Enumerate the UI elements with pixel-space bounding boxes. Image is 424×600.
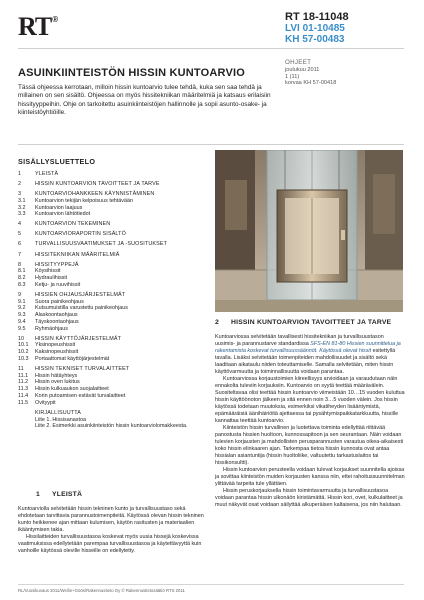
toc-item-text: Ryhmäohjaus <box>35 325 68 332</box>
toc-item-text: Kuntoarvion laajuus <box>35 204 83 211</box>
toc-item <box>18 299 214 306</box>
toc-item-number: 6 <box>18 241 21 248</box>
toc-item <box>18 312 214 319</box>
section-1-body <box>18 506 206 555</box>
toc-item-number: 8 <box>18 261 21 268</box>
toc-item-number: 8.3 <box>18 281 26 288</box>
toc-item-number: 7 <box>18 251 21 258</box>
document-codes <box>285 12 349 45</box>
paragraph-text: Kuntoarviossa selvitetään tavallisesti hissitekniikan ja turvallisuustason uusimis- ja parannustarve standardissa <box>215 334 384 348</box>
toc-item-text: Liite 1. Hissisanastoa <box>35 416 86 423</box>
toc-item-number: 9 <box>18 291 21 298</box>
toc-item <box>18 231 214 238</box>
toc-item-text: Täyskoontaohjaus <box>35 318 79 325</box>
toc-item-number: 9.5 <box>18 325 26 332</box>
toc-item <box>18 417 214 424</box>
section-2-paragraph: Kuntoarviossa korjaustoimien kiireellisyys arvioidaan ja varaudutaan näin ennakolta tuleviin korjauksiin. Kuntoarvio on syytä teettää määrävälein. Suositeltavaa olisi teettää hissin kuntoarvio viimeistään 10…15 vuoden kuluttua hissin käyttöönoton jälkeen ja sitä ennen noin 3…5 vuoden välein. Jos hissin käytössä todetaan muutoksia, esimerkiksi vikatiheyden lisääntymistä, epämääräisiä äänihäiriöitä ajettaessa tai pysähtymispaikkatarkkuutta, hissille kannattaa teettää kuntoarvio. <box>215 376 405 425</box>
toc-item <box>18 366 214 373</box>
toc-item-text: Liite 2. Esimerkki asuinkiinteistön hissin kuntoarviolomakkeesta. <box>35 423 188 430</box>
toc-item-number: 8.2 <box>18 275 26 282</box>
toc-item <box>18 305 214 312</box>
toc-item-text: Hydraulihissit <box>35 275 68 282</box>
toc-item <box>18 191 214 198</box>
toc-item <box>18 386 214 393</box>
toc-item-text: Kaksinopeushissit <box>35 349 79 356</box>
toc-item <box>18 262 214 269</box>
toc-item-text: KUNTOARVIORAPORTIN SISÄLTÖ <box>35 231 126 238</box>
toc-item-text: KIRJALLISUUTTA <box>35 409 82 416</box>
toc-item-text: Portaattomat käyttöjärjestelmät <box>35 355 110 362</box>
toc-item <box>18 393 214 400</box>
meta-label: OHJEET <box>285 59 312 66</box>
section-2-number: 2 <box>215 319 219 326</box>
toc-item-number: 10.3 <box>18 355 29 362</box>
toc-item-number: 2 <box>18 181 21 188</box>
section-2-paragraphs <box>215 376 405 509</box>
section-2-paragraph: Hissin kuntoarvion perusteella voidaan tulevat korjaukset suunnitella ajoissa ja sovittaa kiinteistön muiden korjausten kanssa niin, ettei rahoitussuunnitelman ylittävää tarpeita tule yllättäen. <box>215 467 405 488</box>
toc-item-number: 10.2 <box>18 349 29 356</box>
standard-reference: SFS-EN 81-80 Hissien suunnittelua ja rakentamista koskevat turvallisuussäännöt. Käytössä olevat hissit <box>215 341 401 355</box>
toc-item <box>18 400 214 407</box>
paragraph-text: esitettyllä tavalla. Lisäksi selvitetään toimenpiteiden mahdollisuudet ja sisältö sekä laaditaan aikataulu niiden toteuttamiselle. Samalla selvitetään, miten hissin käyttövarmuutta ja toiminnallisuutta voidaan parantaa. <box>215 348 396 376</box>
toc-item-number <box>18 417 35 424</box>
toc-item-text: HISSIN TEKNISET TURVALAITTEET <box>35 365 130 372</box>
toc-item-text: Kuntoarvion lähtötiedot <box>35 211 91 218</box>
toc-item-number: 11 <box>18 365 24 372</box>
toc-item-number: 10.1 <box>18 342 29 349</box>
toc-item <box>18 342 214 349</box>
code-rt: RT 18-11048 <box>285 11 349 23</box>
table-of-contents <box>18 171 214 430</box>
toc-item-number: 11.3 <box>18 386 29 393</box>
toc-item-text: YLEISTÄ <box>35 171 59 177</box>
toc-item-number <box>18 410 35 417</box>
toc-item <box>18 410 214 417</box>
section-2-title: HISSIN KUNTOARVION TAVOITTEET JA TARVE <box>231 319 392 326</box>
section-1-number: 1 <box>36 491 40 498</box>
toc-item-number: 11.4 <box>18 392 29 399</box>
toc-item <box>18 319 214 326</box>
toc-item-number: 11.5 <box>18 399 29 406</box>
toc-item-text: KUNTOARVION TEKEMINEN <box>35 221 111 228</box>
toc-item <box>18 252 214 259</box>
toc-item-text: Hissin hätäyhteys <box>35 372 78 379</box>
meta-page: 1 (11) <box>285 73 300 80</box>
logo-text: RT <box>18 12 52 41</box>
section-2-heading <box>215 319 391 326</box>
toc-item-number: 11.1 <box>18 372 29 379</box>
toc-item-text: HISSITYYPPEJÄ <box>35 261 79 268</box>
toc-heading: SISÄLLYSLUETTELO <box>18 157 96 166</box>
document-meta <box>285 60 336 87</box>
section-2-body <box>215 334 405 509</box>
toc-item <box>18 336 214 343</box>
page-title: ASUINKIINTEISTÖN HISSIN KUNTOARVIO <box>18 67 246 79</box>
toc-item-text: Alaskoontaohjaus <box>35 312 78 319</box>
toc-item <box>18 326 214 333</box>
toc-item-number: 3.1 <box>18 197 26 204</box>
toc-item-text: Hissin kulkuaukon suojalaitteet <box>35 386 109 393</box>
toc-item-text: HISSITEKNIIKAN MÄÄRITELMIÄ <box>35 251 120 258</box>
section-2-paragraph: Kiinteistön hissin turvallinen ja luotettava toiminta edellyttää riittävää panostusta hissien huoltoon, kunnossapitoon ja sen seurantaan. Näin voidaan tulevien korjausten ja mahdollisten perusparannusten varautua oikea-aikaisesti koko hissin elinkaaren ajan. Tarkempaa tietoa hissin kunnosta ovat antaa hissialan asiantuntija (hissin huoltoliike, valtuutettu tarkastuslaitos tai hissikonsultti). <box>215 425 404 467</box>
toc-item <box>18 356 214 363</box>
toc-item <box>18 373 214 380</box>
toc-item-number: 3.2 <box>18 204 26 211</box>
toc-item-text: Hissin oven lukitus <box>35 379 80 386</box>
toc-item-number: 1 <box>18 171 21 177</box>
section-2-paragraph <box>215 334 405 376</box>
toc-item <box>18 211 214 218</box>
toc-item-text: Ovityypit <box>35 399 56 406</box>
toc-item <box>18 349 214 356</box>
toc-item-text: Kutsumuistilla varustettu painikeohjaus <box>35 305 128 312</box>
registered-mark: ® <box>52 15 58 24</box>
code-kh: KH 57-00483 <box>285 34 345 45</box>
code-lvi: LVI 01-10485 <box>285 23 345 34</box>
toc-item <box>18 379 214 386</box>
toc-item-number: 4 <box>18 221 21 228</box>
toc-item <box>18 205 214 212</box>
section-1-paragraph: Kuntoarviolla selvitetään hissin tekninen kunto ja turvallisuustaso sekä ehdotetaan tarvittavia parannustoimenpiteitä. Käytössä olevan hissin tekninen kunto heikkenee ajan mittaan kulumisen, käytön rasitusten ja materiaalien ikääntymisen takia. <box>18 506 204 534</box>
toc-item-number: 3.3 <box>18 211 26 218</box>
page-footer: RL/Vuosikuvaus 2011/Weilin+Göös/Rakennustieto Oy © Rakennustietosäätiö RTS 2011 <box>18 584 404 593</box>
rt-logo <box>18 12 56 42</box>
toc-item-number: 9.1 <box>18 298 26 305</box>
toc-item-number: 9.2 <box>18 305 26 312</box>
toc-item-text: Yksinopeushissit <box>35 342 76 349</box>
toc-item-text: Korin putoamisen estävät turvalaitteet <box>35 392 126 399</box>
toc-item-number: 11.2 <box>18 379 29 386</box>
section-1-paragraph: Hissilaitteiden turvallisuustasoa koskevat myös uusia hissejä koskevissa vaatimuksissa edellytetään parempaa turvallisuustasoa ja käytettävyyttä kuin vanhoille käytössä oleville hisseille on edellytetty. <box>18 534 202 555</box>
toc-item <box>18 171 214 178</box>
intro-paragraph: Tässä ohjeessa kerrotaan, milloin hissin kuntoarvio tulee tehdä, kuka sen saa tehdä ja millainen on sen sisältö. Ohjeessa on myös hissitekniikan määritelmiä ja katsaus erilaisiin hissityyppeihin. Ohje on tarkoitettu asuinkiinteistöjen hallinnolle ja sopii asunto-osake- ja kiinteistöyhtiöille. <box>18 84 271 117</box>
toc-item-text: KUNTOARVIOHANKKEEN KÄYNNISTÄMINEN <box>35 191 155 198</box>
toc-item <box>18 241 214 248</box>
content-divider <box>18 144 404 145</box>
toc-item-number: 10 <box>18 335 24 342</box>
meta-replaces: korvaa KH 57-00418 <box>285 80 337 87</box>
toc-item <box>18 268 214 275</box>
toc-item-number: 3 <box>18 191 21 198</box>
elevator-photo <box>215 150 403 312</box>
toc-item-text: TURVALLISUUSVAATIMUKSET JA -SUOSITUKSET <box>35 241 168 248</box>
toc-item <box>18 221 214 228</box>
toc-item <box>18 423 214 430</box>
toc-item <box>18 292 214 299</box>
toc-item-text: Suora painikeohjaus <box>35 298 84 305</box>
toc-item-text: HISSIN KÄYTTÖJÄRJESTELMÄT <box>35 335 122 342</box>
section-1-heading <box>36 491 82 498</box>
toc-item-text: Kuntoarvion tekijän kelpoisuus tehtävään <box>35 197 133 204</box>
toc-item <box>18 198 214 205</box>
toc-item-text: Ketju- ja ruuvihissit <box>35 281 81 288</box>
section-1-title: YLEISTÄ <box>52 491 83 498</box>
section-2-paragraph: Hissin peruskorjauksella hissin toimintavarmuutta ja turvallisuustasoa voidaan parantaa hissin ulkonäön kiristämättä. Hissin kori, ovet, kulkulaitteet ja muut näkyvät osat voidaan säilyttää alkuperäisen kaltaisena, jos niin halutaan. <box>215 488 403 509</box>
toc-item-number: 5 <box>18 231 21 238</box>
toc-item-text: HISSIEN OHJAUSJÄRJESTELMÄT <box>35 291 126 298</box>
toc-item-number: 8.1 <box>18 268 26 275</box>
toc-item <box>18 181 214 188</box>
elevator-shaft-illustration <box>215 150 403 312</box>
toc-item-number: 9.4 <box>18 318 26 325</box>
header-divider <box>18 48 404 49</box>
toc-item-number <box>18 423 35 430</box>
toc-item <box>18 282 214 289</box>
toc-item-number: 9.3 <box>18 312 26 319</box>
toc-item-text: Köysihissit <box>35 268 61 275</box>
toc-item <box>18 275 214 282</box>
meta-date: joulukuu 2011 <box>285 66 320 73</box>
toc-item-text: HISSIN KUNTOARVION TAVOITTEET JA TARVE <box>35 181 160 188</box>
